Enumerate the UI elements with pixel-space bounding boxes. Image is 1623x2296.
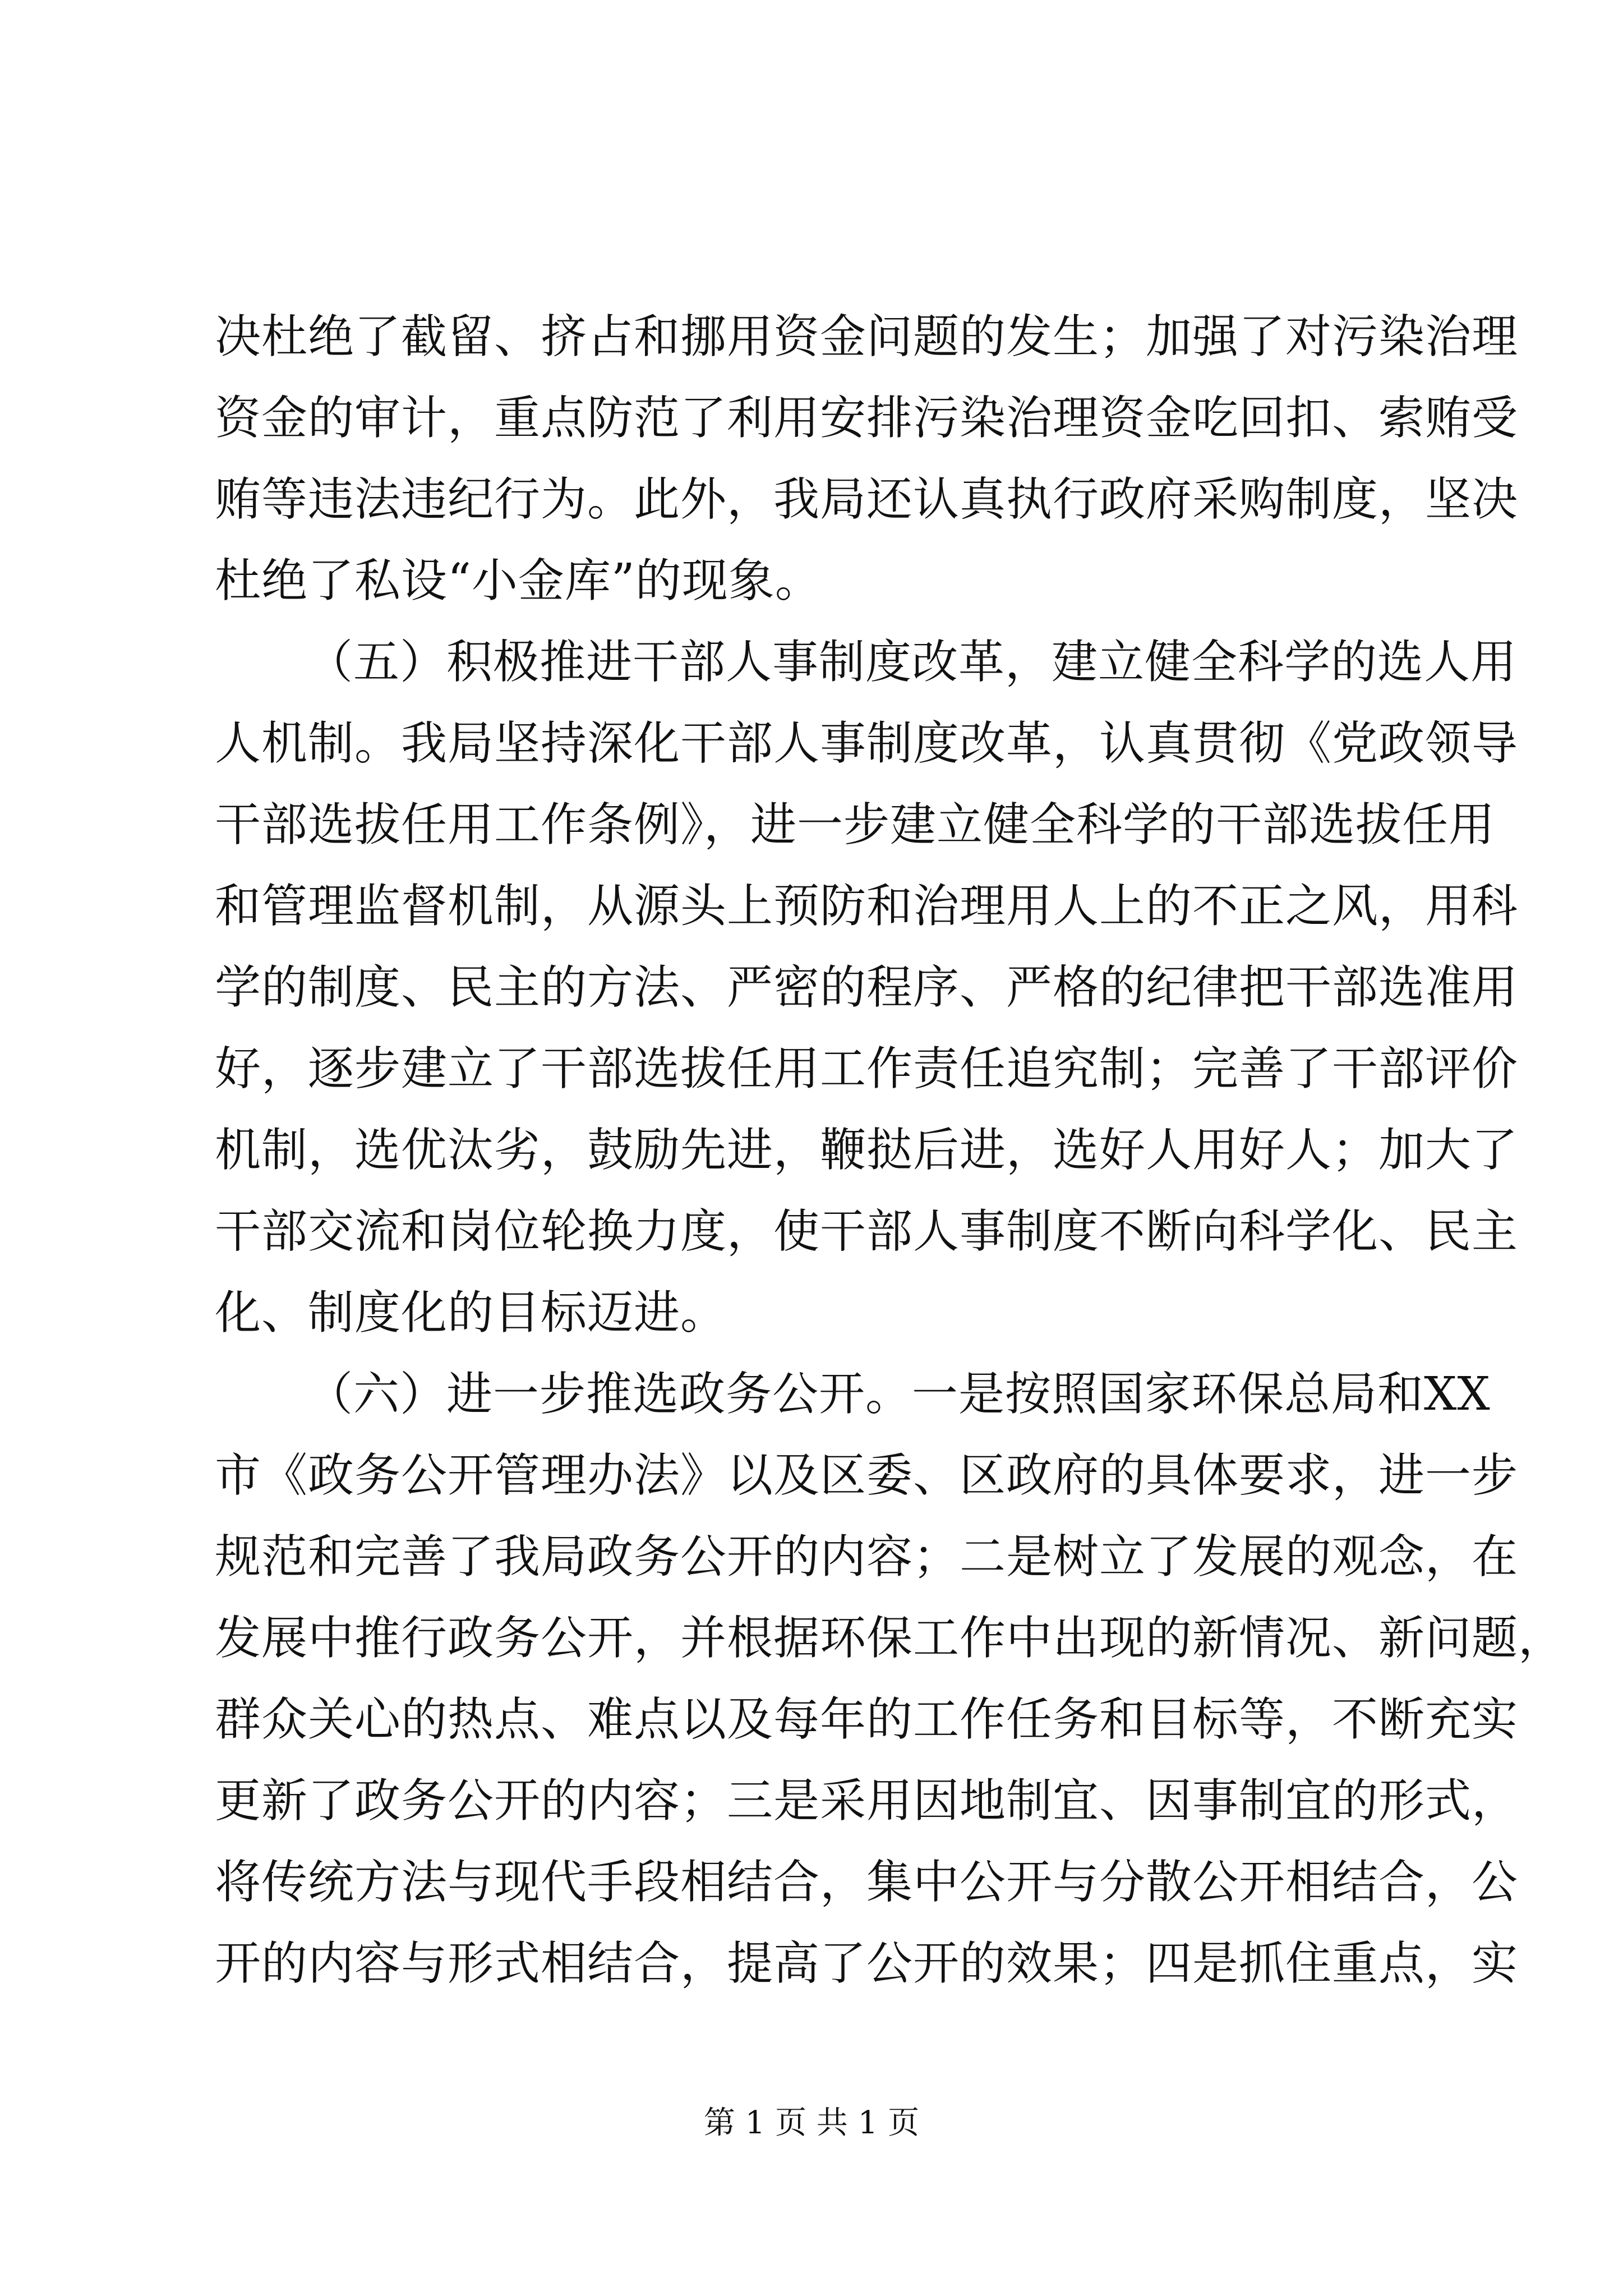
text-line: 发展中推行政务公开，并根据环保工作中出现的新情况、新问题， (215, 1612, 1565, 1665)
paragraph-heading-line: （五）积极推进干部人事制度改革，建立健全科学的选人用 (307, 636, 1518, 689)
text-line: 群众关心的热点、难点以及每年的工作任务和目标等，不断充实 (215, 1693, 1519, 1746)
text-line: 干部交流和岗位轮换力度，使干部人事制度不断向科学化、民主 (215, 1205, 1519, 1258)
paragraph-heading-line: （六）进一步推选政务公开。一是按照国家环保总局和XX (307, 1368, 1491, 1421)
text-line: 好，逐步建立了干部选拔任用工作责任追究制；完善了干部评价 (215, 1042, 1519, 1096)
text-line: 杜绝了私设“小金库”的现象。 (215, 554, 822, 608)
text-line: 决杜绝了截留、挤占和挪用资金问题的发生；加强了对污染治理 (215, 310, 1519, 364)
text-line: 和管理监督机制，从源头上预防和治理用人上的不正之风，用科 (215, 880, 1519, 933)
text-line: 贿等违法违纪行为。此外，我局还认真执行政府采购制度，坚决 (215, 473, 1519, 526)
text-line: 人机制。我局坚持深化干部人事制度改革，认真贯彻《党政领导 (215, 717, 1519, 770)
text-line: 更新了政务公开的内容；三是采用因地制宜、因事制宜的形式， (215, 1774, 1519, 1828)
text-line: 开的内容与形式相结合，提高了公开的效果；四是抓住重点，实 (215, 1937, 1519, 1990)
text-line: 资金的审计，重点防范了利用安排污染治理资金吃回扣、索贿受 (215, 392, 1519, 445)
page-footer: 第 1 页 共 1 页 (703, 2105, 920, 2141)
document-body (215, 296, 1565, 2004)
text-line: 市《政务公开管理办法》以及区委、区政府的具体要求，进一步 (215, 1449, 1519, 1502)
text-line: 规范和完善了我局政务公开的内容；二是树立了发展的观念，在 (215, 1530, 1519, 1584)
text-line: 学的制度、民主的方法、严密的程序、严格的纪律把干部选准用 (215, 961, 1519, 1014)
text-line: 将传统方法与现代手段相结合，集中公开与分散公开相结合，公 (215, 1856, 1519, 1909)
text-line: 干部选拔任用工作条例》，进一步建立健全科学的干部选拔任用 (215, 798, 1496, 852)
text-line: 机制，选优汰劣，鼓励先进，鞭挞后进，选好人用好人；加大了 (215, 1124, 1519, 1177)
text-line: 化、制度化的目标迈进。 (215, 1286, 727, 1340)
